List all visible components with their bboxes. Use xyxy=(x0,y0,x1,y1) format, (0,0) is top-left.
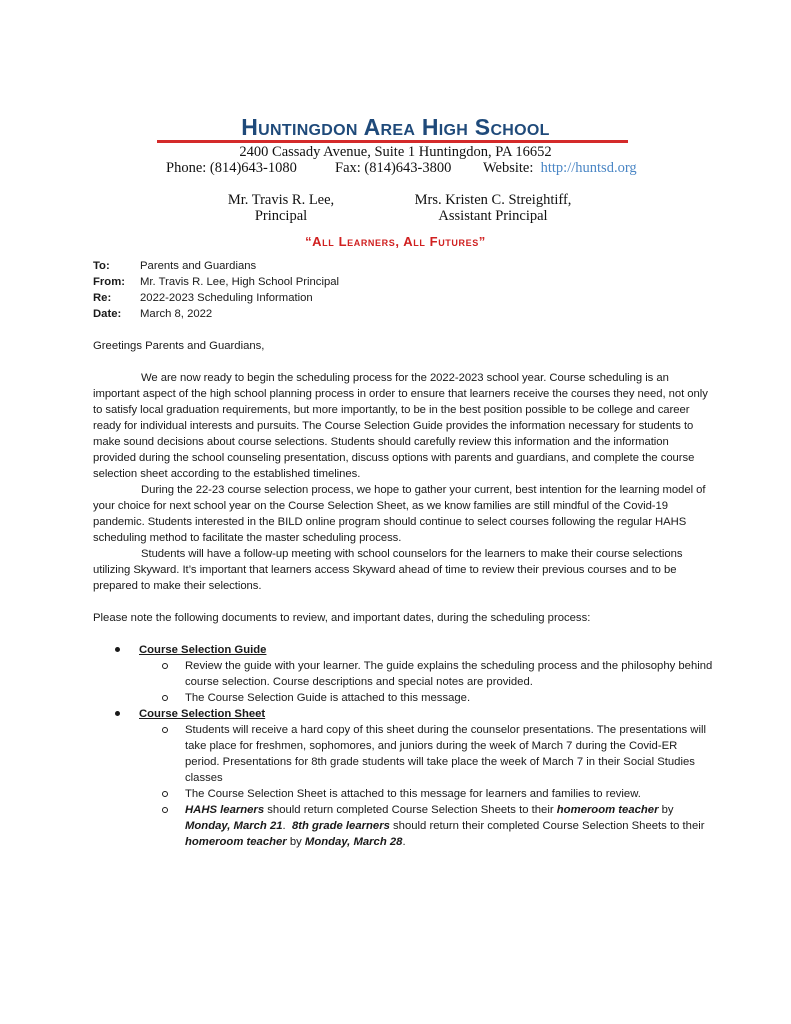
hahs-learners-emphasis: HAHS learners xyxy=(185,804,265,816)
paragraph: During the 22-23 course selection process, we hope to gather your current, best intention for the learning model of your choice for next school year on the Course Selection Sheet, as we know families are still mindful of the Covid-19 pandemic. Students interested in the BILD online program should continue to select courses following the regular HAHS scheduling method to facilitate the master scheduling process. xyxy=(93,484,706,544)
paragraph: We are now ready to begin the scheduling process for the 2022-2023 school year. Course scheduling is an important aspect of the high school planning process in order to ensure that learners receive the courses they need, not only to satisfy local graduation requirements, but more importantly, to be in the best position possible to be college and career ready for individual interests and pursuits. The Course Selection Guide provides the information necessary for students to make sound decisions about course selections. Students should carefully review this information and the information provided during the school counseling presentation, discuss options with parents and guardians, and complete the course selection sheet according to the established timelines. xyxy=(93,372,708,480)
greeting: Greetings Parents and Guardians, xyxy=(93,340,265,352)
memo-re xyxy=(93,290,713,306)
detail-text: Review the guide with your learner. The guide explains the scheduling process and the philosophy behind course selection. Course descriptions and special notes are provided. xyxy=(185,660,713,688)
assistant-principal-block xyxy=(408,192,578,224)
hollow-bullet-icon xyxy=(162,791,168,797)
memo-to xyxy=(93,258,713,274)
hollow-bullet-icon xyxy=(162,807,168,813)
document-item xyxy=(93,706,713,850)
detail-item xyxy=(139,690,713,706)
principal-name: Mr. Travis R. Lee, xyxy=(227,192,335,208)
letter-body xyxy=(93,258,713,850)
bullet-icon xyxy=(115,711,120,716)
hahs-deadline-date: Monday, March 21 xyxy=(185,820,283,832)
assistant-principal-name: Mrs. Kristen C. Streightiff, xyxy=(414,192,572,208)
memo-to-value: Parents and Guardians xyxy=(140,260,257,272)
document-details xyxy=(139,658,713,706)
principal-title: Principal xyxy=(254,208,308,224)
detail-text: The Course Selection Guide is attached to this message. xyxy=(185,692,471,704)
document-title: Course Selection Guide xyxy=(139,644,267,656)
deadline-text: should return their completed Course Selection Sheets to their xyxy=(389,820,705,832)
8th-grade-learners-emphasis: 8th grade learners xyxy=(291,820,390,832)
bullet-icon xyxy=(115,647,120,652)
hollow-bullet-icon xyxy=(162,727,168,733)
documents-list xyxy=(93,642,713,850)
phone-number: Phone: (814)643-1080 xyxy=(166,160,297,176)
detail-item xyxy=(139,722,713,786)
memo-from-label: From: xyxy=(93,276,126,288)
letterhead-divider xyxy=(157,140,628,143)
memo-header xyxy=(93,258,713,322)
school-address: 2400 Cassady Avenue, Suite 1 Huntingdon, PA 16652 xyxy=(239,144,552,160)
website xyxy=(483,160,637,176)
document-item xyxy=(93,642,713,706)
8th-grade-deadline-date: Monday, March 28 xyxy=(304,836,403,848)
hollow-bullet-icon xyxy=(162,663,168,669)
website-label: Website: xyxy=(483,160,534,176)
memo-date xyxy=(93,306,713,322)
detail-text: The Course Selection Sheet is attached to this message for learners and families to review. xyxy=(185,788,641,800)
school-motto: “All Learners, All Futures” xyxy=(305,234,486,249)
school-name: Huntingdon Area High School xyxy=(241,114,550,140)
memo-re-value: 2022-2023 Scheduling Information xyxy=(140,292,313,304)
detail-item xyxy=(139,786,713,802)
detail-text: Students will receive a hard copy of this sheet during the counselor presentations. The presentations will take place for freshmen, sophomores, and juniors during the week of March 7 during the Covid-ER period. Presentations for 8th grade students will take place the week of March 7 in their Social Studies classes xyxy=(185,724,706,784)
hollow-bullet-icon xyxy=(162,695,168,701)
principal-block xyxy=(222,192,340,224)
memo-to-label: To: xyxy=(93,260,110,272)
paragraph: Students will have a follow-up meeting with school counselors for the learners to make their course selections utilizing Skyward. It’s important that learners access Skyward ahead of time to review their previous courses and to be prepared to make their selections. xyxy=(93,548,683,592)
documents-intro: Please note the following documents to review, and important dates, during the scheduling process: xyxy=(93,612,591,624)
memo-date-value: March 8, 2022 xyxy=(140,308,213,320)
fax-number: Fax: (814)643-3800 xyxy=(335,160,452,176)
deadline-text: . xyxy=(282,820,292,832)
homeroom-teacher-emphasis: homeroom teacher xyxy=(185,836,287,848)
document-title: Course Selection Sheet xyxy=(139,708,266,720)
deadline-text: by xyxy=(658,804,674,816)
deadline-text: by xyxy=(286,836,305,848)
return-deadline-item xyxy=(139,802,713,850)
homeroom-teacher-emphasis: homeroom teacher xyxy=(556,804,659,816)
document-details xyxy=(139,722,713,850)
website-link[interactable]: http://huntsd.org xyxy=(540,160,637,176)
deadline-text: should return completed Course Selection Sheets to their xyxy=(264,804,557,816)
detail-item xyxy=(139,658,713,690)
memo-from-value: Mr. Travis R. Lee, High School Principal xyxy=(140,276,340,288)
memo-from xyxy=(93,274,713,290)
memo-re-label: Re: xyxy=(93,292,112,304)
memo-date-label: Date: xyxy=(93,308,122,320)
deadline-text: . xyxy=(402,836,406,848)
assistant-principal-title: Assistant Principal xyxy=(438,208,548,224)
